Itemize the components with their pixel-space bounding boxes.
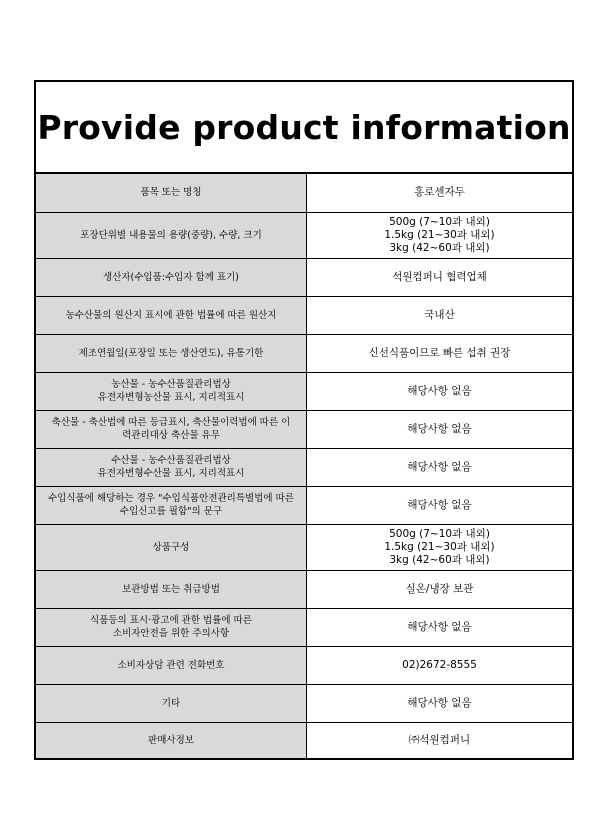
row-label [36,212,307,258]
row-label-line: 농산물 - 농수산품질관리법상 [111,379,231,390]
table-row [36,296,572,334]
table-row [36,608,572,646]
row-value-line: ㈜석원컴퍼니 [408,733,471,746]
row-label-line: 품목 또는 명칭 [140,187,202,199]
row-value-line: 실온/냉장 보관 [405,582,474,595]
row-label [36,296,307,334]
row-label-line: 력관리대상 축산물 유무 [122,430,220,441]
row-value-line: 해당사항 없음 [407,498,472,511]
row-label-line: 소비자상담 관련 전화번호 [117,659,225,671]
row-value-line: 석원컴퍼니 협력업체 [392,270,487,283]
row-value-line: 해당사항 없음 [407,460,472,473]
row-value [307,570,573,608]
row-value [307,174,573,212]
row-value [307,372,573,410]
row-label-line: 유전자변형농산물 표시, 지리적표시 [97,392,245,403]
row-value [307,486,573,524]
row-label [36,608,307,646]
row-label [36,524,307,570]
row-label-line: 식품등의 표시·광고에 관한 법률에 따른 [90,615,252,626]
row-label [36,334,307,372]
row-label [36,486,307,524]
row-label [36,448,307,486]
row-label [36,684,307,722]
row-label-line: 소비자안전을 위한 주의사항 [112,628,230,639]
table-row [36,448,572,486]
row-label-line: 유전자변형수산물 표시, 지리적표시 [97,468,245,479]
product-info-sheet [34,80,574,760]
row-label [36,646,307,684]
row-value-line: 신선식품이므로 빠른 섭취 권장 [368,346,511,359]
table-row [36,684,572,722]
row-value-line: 3kg (42~60과 내외) [389,241,490,254]
row-value [307,410,573,448]
table-row [36,372,572,410]
row-value-line: 해당사항 없음 [407,384,472,397]
table-row [36,174,572,212]
row-value-line: 국내산 [424,308,455,321]
row-value-line: 3kg (42~60과 내외) [389,553,490,566]
row-label [36,372,307,410]
row-label-line: 제조연월일(포장일 또는 생산연도), 유통기한 [78,347,264,359]
row-label-line: 기타 [161,697,181,709]
row-value-line: 1.5kg (21~30과 내외) [384,228,495,241]
row-label [36,174,307,212]
row-label-line: 수입식품에 해당하는 경우 "수입식품안전관리특별법에 따른 [48,493,294,504]
row-value-line: 해당사항 없음 [407,422,472,435]
product-info-table [36,174,572,758]
table-row [36,410,572,448]
page-title: Provide product information [36,82,572,174]
row-value [307,334,573,372]
row-value [307,212,573,258]
row-label-line: 농수산물의 원산지 표시에 관한 법률에 따른 원산지 [65,309,277,321]
table-row [36,570,572,608]
table-row [36,486,572,524]
table-row [36,258,572,296]
table-row [36,212,572,258]
table-row [36,334,572,372]
row-value-line: 500g (7~10과 내외) [389,215,490,228]
row-label [36,722,307,758]
row-value [307,646,573,684]
row-value-line: 02)2672-8555 [402,658,477,671]
row-value-line: 500g (7~10과 내외) [389,527,490,540]
table-row [36,646,572,684]
row-label-line: 수산물 - 농수산품질관리법상 [111,455,231,466]
row-value [307,258,573,296]
row-label [36,570,307,608]
row-value-line: 1.5kg (21~30과 내외) [384,540,495,553]
row-value-line: 홍로센자두 [414,186,465,199]
row-label-line: 축산물 - 축산법에 따른 등급표시, 축산물이력법에 따른 이 [51,417,291,428]
row-label-line: 생산자(수입품:수입자 함께 표기) [103,271,239,283]
row-label [36,258,307,296]
row-label-line: 상품구성 [152,541,190,553]
row-value [307,448,573,486]
row-label-line: 포장단위별 내용물의 용량(중량), 수량, 크기 [80,229,262,241]
row-value [307,608,573,646]
row-value [307,684,573,722]
row-label [36,410,307,448]
table-row [36,722,572,758]
row-value-line: 해당사항 없음 [407,696,472,709]
row-value-line: 해당사항 없음 [407,620,472,633]
row-label-line: 판매사정보 [148,734,194,746]
row-label-line: 보관방법 또는 취급방법 [122,583,220,595]
table-row [36,524,572,570]
row-value [307,524,573,570]
row-value [307,296,573,334]
row-value [307,722,573,758]
row-label-line: 수입신고를 필함"의 문구 [119,506,223,517]
